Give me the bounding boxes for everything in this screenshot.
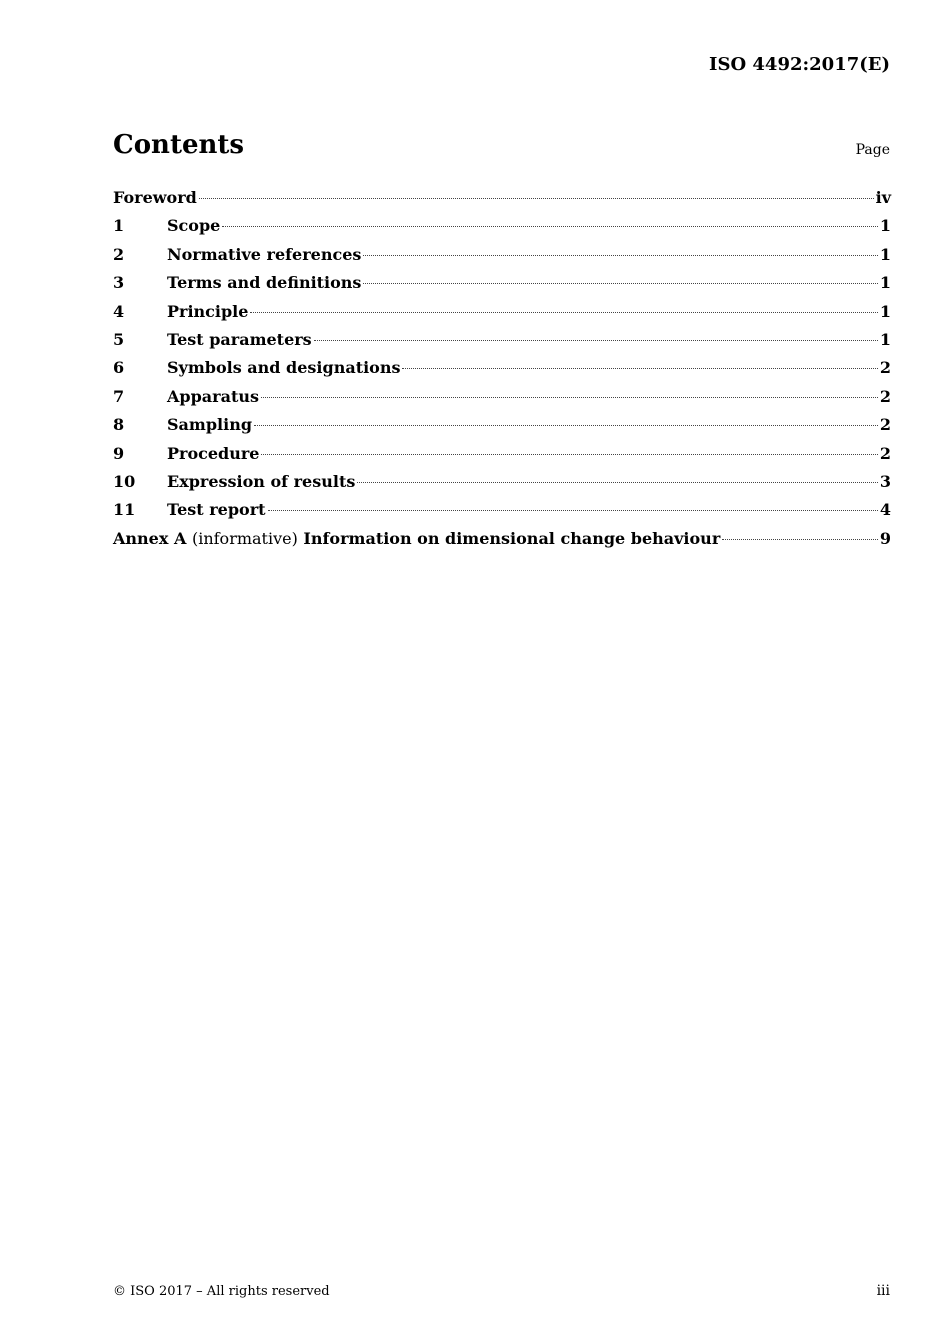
leader-dots [261,396,878,398]
toc-entry-number: 7 [113,386,125,406]
leader-dots [199,197,874,199]
table-of-contents [113,184,891,553]
toc-entry-page: 1 [879,301,891,321]
toc-entry-page: 2 [879,415,891,435]
toc-entry-annex-a[interactable] [113,525,891,553]
toc-entry-page: 1 [879,329,891,349]
toc-entry-page: 9 [879,528,891,548]
toc-entry-terms-and-definitions[interactable] [113,269,891,297]
toc-entry-title: Expression of results [167,471,356,491]
leader-dots [314,339,878,341]
toc-entry-title: Apparatus [167,386,259,406]
toc-entry-page: 2 [879,358,891,378]
toc-entry-page: 2 [879,443,891,463]
toc-entry-page: 4 [879,500,891,520]
toc-entry-sampling[interactable] [113,411,891,439]
toc-entry-number: 11 [113,500,136,520]
toc-entry-title: Procedure [167,443,260,463]
document-id: ISO 4492:2017(E) [709,54,890,75]
leader-dots [402,367,877,369]
toc-entry-procedure[interactable] [113,440,891,468]
toc-entry-test-report[interactable] [113,496,891,524]
toc-entry-number: 5 [113,329,125,349]
toc-entry-number: 2 [113,244,125,264]
toc-entry-foreword[interactable] [113,184,891,212]
toc-entry-title: Principle [167,301,249,321]
toc-entry-page: 2 [879,386,891,406]
leader-dots [222,225,878,227]
leader-dots [363,282,877,284]
leader-dots [363,254,877,256]
leader-dots [254,424,878,426]
toc-entry-scope[interactable] [113,212,891,240]
toc-entry-page: 1 [879,273,891,293]
toc-entry-title: Normative references [167,244,362,264]
leader-dots [357,481,878,483]
page-number: iii [876,1283,890,1299]
copyright-notice: © ISO 2017 – All rights reserved [113,1284,330,1299]
toc-entry-number: 6 [113,358,125,378]
toc-entry-page: iv [875,188,891,207]
toc-entry-title [113,525,720,553]
annex-qualifier: (informative) [191,528,298,548]
toc-entry-apparatus[interactable] [113,383,891,411]
toc-entry-title: Scope [167,216,221,236]
toc-entry-title: Test parameters [167,329,312,349]
contents-heading: Contents [113,130,245,160]
toc-entry-page: 1 [879,216,891,236]
leader-dots [722,538,878,540]
toc-entry-title: Symbols and designations [167,358,401,378]
toc-entry-principle[interactable] [113,298,891,326]
toc-entry-number: 4 [113,301,125,321]
toc-entry-page: 1 [879,244,891,264]
toc-entry-title: Sampling [167,415,253,435]
page-column-label: Page [855,142,890,158]
leader-dots [268,509,878,511]
toc-entry-test-parameters[interactable] [113,326,891,354]
toc-entry-number: 3 [113,273,125,293]
toc-entry-number: 10 [113,471,136,491]
annex-title: Information on dimensional change behaviour [303,528,721,548]
toc-entry-title: Terms and definitions [167,273,362,293]
annex-label: Annex A [113,528,187,548]
toc-entry-page: 3 [879,471,891,491]
leader-dots [261,453,877,455]
toc-entry-number: 1 [113,216,125,236]
toc-entry-expression-of-results[interactable] [113,468,891,496]
toc-entry-symbols-and-designations[interactable] [113,354,891,382]
toc-entry-number: 9 [113,443,125,463]
leader-dots [250,311,877,313]
toc-entry-title: Foreword [113,188,197,207]
toc-entry-title: Test report [167,500,266,520]
toc-entry-normative-references[interactable] [113,241,891,269]
toc-entry-number: 8 [113,415,125,435]
